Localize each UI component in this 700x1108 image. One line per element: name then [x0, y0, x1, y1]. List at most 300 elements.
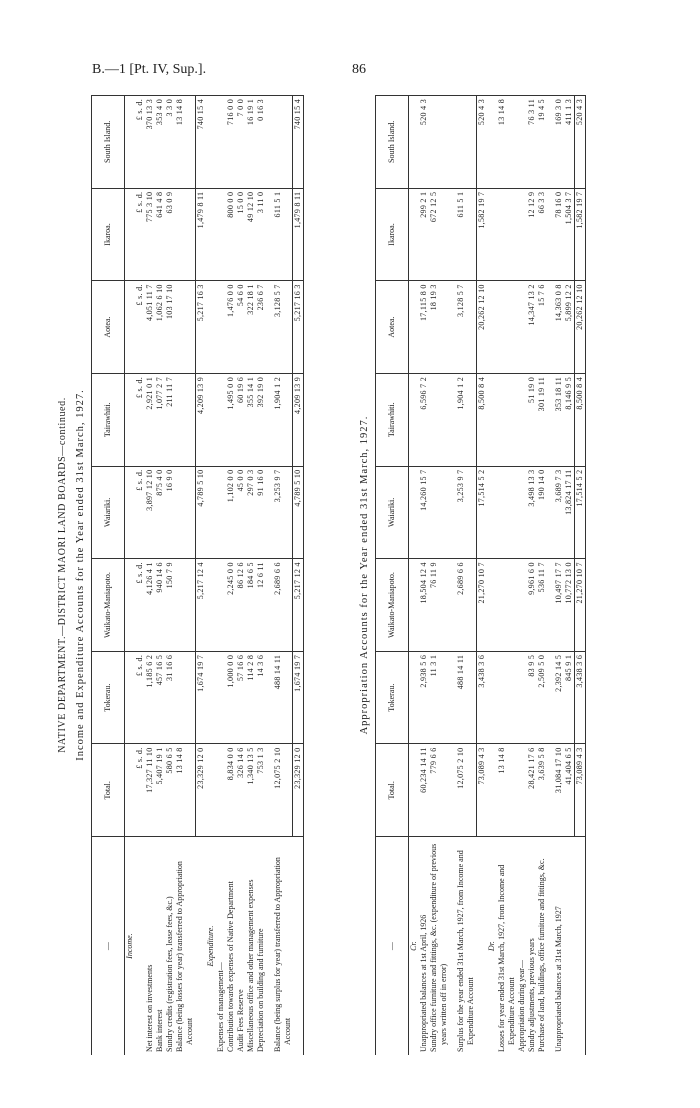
- table-value: 355 14 1: [246, 373, 256, 466]
- table-value: 2,509 5 0: [537, 651, 547, 744]
- table-cell: [409, 188, 420, 281]
- total-value: 1,582 19 7: [476, 188, 487, 281]
- total-value: 5,217 16 3: [293, 281, 304, 374]
- table-value: 1,077 2 7: [155, 373, 165, 466]
- table-cell: [206, 281, 216, 374]
- table-cell: [206, 373, 216, 466]
- table-row: [537, 96, 547, 1056]
- table-row: [206, 96, 216, 1056]
- section-label: Dr.: [487, 837, 497, 1055]
- table-row: [226, 96, 236, 1056]
- total-value: 4,209 13 9: [293, 373, 304, 466]
- table-value: 31 16 6: [165, 651, 175, 744]
- table-value: 520 4 3: [419, 96, 429, 189]
- table-cell: [409, 96, 420, 189]
- table-value: 299 2 1: [419, 188, 429, 281]
- table-value: 41,404 6 5: [564, 744, 575, 837]
- table-row: [256, 96, 266, 1056]
- table-value: 49 12 10: [246, 188, 256, 281]
- table-cell: [547, 559, 554, 652]
- total-value: 8,500 8 4: [574, 373, 585, 466]
- table-value: 78 16 0: [554, 188, 564, 281]
- table-row: [527, 96, 537, 1056]
- table-value: 11 3 1: [429, 651, 449, 744]
- total-value: 17,514 5 2: [476, 466, 487, 559]
- table-cell: [409, 744, 420, 837]
- table-cell: [206, 651, 216, 744]
- table-value: 301 19 11: [537, 373, 547, 466]
- table-row: [456, 96, 476, 1056]
- table-cell: [574, 837, 585, 1055]
- table-cell: [449, 651, 456, 744]
- table-cell: [409, 281, 420, 374]
- table-value: [497, 373, 517, 466]
- table-value: 4,051 11 7: [145, 281, 155, 374]
- total-value: 1,582 19 7: [574, 188, 585, 281]
- table-cell: [293, 837, 304, 1055]
- table-cell: [487, 96, 497, 189]
- table-value: 12,075 2 10: [456, 744, 476, 837]
- unit-header: £ s. d.: [135, 96, 145, 189]
- table-cell: [195, 837, 206, 1055]
- table-cell: [125, 96, 136, 189]
- table-row: [125, 96, 136, 1056]
- table-value: 2,392 14 5: [554, 651, 564, 744]
- table-cell: [547, 373, 554, 466]
- table-cell: [125, 373, 136, 466]
- table-value: [175, 281, 195, 374]
- column-header: Tokerau.: [376, 651, 409, 744]
- table-value: [517, 466, 527, 559]
- table-value: 28,421 17 6: [527, 744, 537, 837]
- table-value: 322 18 1: [246, 281, 256, 374]
- row-label: Appropriation during year—: [517, 837, 527, 1055]
- table-value: 1,062 6 10: [155, 281, 165, 374]
- total-value: 740 15 4: [195, 96, 206, 189]
- table-value: [497, 281, 517, 374]
- table-cell: [449, 466, 456, 559]
- table-value: 12 6 11: [256, 559, 266, 652]
- table-value: 392 19 0: [256, 373, 266, 466]
- row-label: Depreciation on building and furniture: [256, 837, 266, 1055]
- table-value: 353 4 0: [155, 96, 165, 189]
- table-value: [517, 188, 527, 281]
- row-label: Miscellaneous office and other management expenses: [246, 837, 256, 1055]
- row-label: Balance (being losses for year) transferred to Appropriation Account: [175, 837, 195, 1055]
- table-value: 91 16 0: [256, 466, 266, 559]
- table-value: [497, 188, 517, 281]
- table-value: 3 3 0: [165, 96, 175, 189]
- table-row: [547, 96, 554, 1056]
- page-reference: B.—1 [Pt. IV, Sup.].: [92, 62, 207, 77]
- total-value: 20,262 12 10: [574, 281, 585, 374]
- table-value: 76 11 9: [429, 559, 449, 652]
- table-row: [419, 96, 429, 1056]
- table-value: 297 0 3: [246, 466, 256, 559]
- table-value: 51 19 0: [527, 373, 537, 466]
- table-value: 169 3 0: [554, 96, 564, 189]
- table-value: [216, 96, 226, 189]
- table-value: 57 16 6: [236, 651, 246, 744]
- unit-header: £ s. d.: [135, 466, 145, 559]
- total-value: 23,329 12 0: [293, 744, 304, 837]
- unit-header: £ s. d.: [135, 188, 145, 281]
- table-value: [175, 466, 195, 559]
- table-value: 845 9 1: [564, 651, 575, 744]
- table-value: 641 4 8: [155, 188, 165, 281]
- table-value: 2,921 0 1: [145, 373, 155, 466]
- table-value: 60,234 14 11: [419, 744, 429, 837]
- table-cell: [449, 373, 456, 466]
- table-value: 17,115 8 0: [419, 281, 429, 374]
- table-cell: [547, 744, 554, 837]
- table-row: [429, 96, 449, 1056]
- table-value: [497, 651, 517, 744]
- column-header: Total.: [376, 744, 409, 837]
- row-label: Sundry office furniture and fittings, &c. (expenditure of previous years written off in error): [429, 837, 449, 1055]
- table-row: [574, 96, 585, 1056]
- column-header: Aotea.: [92, 281, 125, 374]
- table-value: 1,340 13 5: [246, 744, 256, 837]
- column-header: Ikaroa.: [376, 188, 409, 281]
- table-value: 5,407 19 1: [155, 744, 165, 837]
- table-value: 14,347 13 2: [527, 281, 537, 374]
- table-cell: [487, 373, 497, 466]
- table-cell: [547, 837, 554, 1055]
- table-value: 76 3 11: [527, 96, 537, 189]
- table-value: 6,596 7 2: [419, 373, 429, 466]
- column-header: South Island.: [92, 96, 125, 189]
- table-value: 1,000 0 0: [226, 651, 236, 744]
- table-cell: [266, 373, 273, 466]
- table-value: [497, 559, 517, 652]
- table-row: [216, 96, 226, 1056]
- total-value: 1,479 8 11: [293, 188, 304, 281]
- table-value: 236 6 7: [256, 281, 266, 374]
- table-cell: [547, 466, 554, 559]
- table-value: 60 19 6: [236, 373, 246, 466]
- column-header: Waikato-Maniapoto.: [376, 559, 409, 652]
- table-value: 18 19 3: [429, 281, 449, 374]
- table-value: 7 0 0: [236, 96, 246, 189]
- table-cell: [476, 837, 487, 1055]
- table-value: [175, 559, 195, 652]
- table-value: 753 1 3: [256, 744, 266, 837]
- table-value: 779 6 6: [429, 744, 449, 837]
- table-row: [497, 96, 517, 1056]
- table-cell: [206, 188, 216, 281]
- total-value: 73,089 4 3: [476, 744, 487, 837]
- total-value: 8,500 8 4: [476, 373, 487, 466]
- table-value: 211 11 7: [165, 373, 175, 466]
- table-value: 775 3 10: [145, 188, 155, 281]
- total-value: 73,089 4 3: [574, 744, 585, 837]
- table-cell: [487, 188, 497, 281]
- table-value: [517, 281, 527, 374]
- row-label: Bank interest: [155, 837, 165, 1055]
- column-header-description: —: [376, 837, 409, 1055]
- column-header: Tairawhiti.: [92, 373, 125, 466]
- table-cell: [449, 96, 456, 189]
- table-value: 184 6 5: [246, 559, 256, 652]
- total-value: 20,262 12 10: [476, 281, 487, 374]
- table-cell: [266, 188, 273, 281]
- table-row: [135, 96, 145, 1056]
- table-row: [409, 96, 420, 1056]
- table-row: [175, 96, 195, 1056]
- appropriation-table: [375, 95, 586, 1055]
- table-value: 1,904 1 2: [456, 373, 476, 466]
- table-cell: [409, 651, 420, 744]
- table-value: 3,128 5 7: [456, 281, 476, 374]
- table-value: [517, 559, 527, 652]
- table-value: [429, 96, 449, 189]
- table-cell: [206, 96, 216, 189]
- table-value: 31,084 17 10: [554, 744, 564, 837]
- table-value: 1,904 1 2: [273, 373, 293, 466]
- row-label: Audit Fees Reserve: [236, 837, 246, 1055]
- table-value: [216, 744, 226, 837]
- table-cell: [266, 281, 273, 374]
- table-value: 13 14 8: [497, 96, 517, 189]
- column-header: Waiariki.: [92, 466, 125, 559]
- column-header: Aotea.: [376, 281, 409, 374]
- table-value: 63 0 9: [165, 188, 175, 281]
- table-row: [165, 96, 175, 1056]
- table-cell: [449, 559, 456, 652]
- table-row: [273, 96, 293, 1056]
- table-value: [175, 373, 195, 466]
- column-header: Waikato-Maniapoto.: [92, 559, 125, 652]
- table-value: 536 11 7: [537, 559, 547, 652]
- table-value: [429, 373, 449, 466]
- table-row: [293, 96, 304, 1056]
- table-row: [517, 96, 527, 1056]
- total-value: 1,674 19 7: [293, 651, 304, 744]
- total-value: 1,674 19 7: [195, 651, 206, 744]
- table-cell: [206, 466, 216, 559]
- table-cell: [266, 466, 273, 559]
- table-cell: [266, 559, 273, 652]
- table-cell: [409, 559, 420, 652]
- table-row: [476, 96, 487, 1056]
- column-header: Total.: [92, 744, 125, 837]
- total-value: 5,217 12 4: [195, 559, 206, 652]
- table-row: [195, 96, 206, 1056]
- unit-header: £ s. d.: [135, 651, 145, 744]
- total-value: 1,479 8 11: [195, 188, 206, 281]
- row-label: Expenses of management—: [216, 837, 226, 1055]
- table-value: 8,834 0 0: [226, 744, 236, 837]
- unit-header: £ s. d.: [135, 281, 145, 374]
- table-value: 18,504 12 4: [419, 559, 429, 652]
- table-cell: [547, 651, 554, 744]
- table-cell: [547, 281, 554, 374]
- table-value: 150 7 9: [165, 559, 175, 652]
- table-value: 13 14 8: [497, 744, 517, 837]
- table-value: 5,899 12 2: [564, 281, 575, 374]
- table-cell: [487, 466, 497, 559]
- table-value: 9,961 6 0: [527, 559, 537, 652]
- table-value: 488 14 11: [273, 651, 293, 744]
- table-value: 1,476 0 0: [226, 281, 236, 374]
- table-cell: [125, 188, 136, 281]
- table-value: 19 4 5: [537, 96, 547, 189]
- table-value: 14,363 0 8: [554, 281, 564, 374]
- table-row: [236, 96, 246, 1056]
- table-cell: [449, 744, 456, 837]
- total-value: 740 15 4: [293, 96, 304, 189]
- table-value: [517, 744, 527, 837]
- table-cell: [547, 96, 554, 189]
- table-value: [175, 651, 195, 744]
- table-value: 353 18 11: [554, 373, 564, 466]
- column-header: Tokerau.: [92, 651, 125, 744]
- table-row: [155, 96, 165, 1056]
- row-label: Losses for year ended 31st March, 1927, from Income and Expenditure Account: [497, 837, 517, 1055]
- row-label: Sundry credits (registration fees, lease fees, &c.): [165, 837, 175, 1055]
- table-cell: [135, 837, 145, 1055]
- table-cell: [547, 188, 554, 281]
- table-value: 2,938 5 6: [419, 651, 429, 744]
- total-value: 520 4 3: [574, 96, 585, 189]
- table-value: [517, 651, 527, 744]
- table-value: [429, 466, 449, 559]
- table-value: 3,498 13 3: [527, 466, 537, 559]
- table-value: [216, 559, 226, 652]
- table-value: 1,185 6 2: [145, 651, 155, 744]
- table-row: [564, 96, 575, 1056]
- table-value: 15 0 0: [236, 188, 246, 281]
- table-value: 2,689 6 6: [273, 559, 293, 652]
- column-header: Waiariki.: [376, 466, 409, 559]
- table-row: [554, 96, 564, 1056]
- unit-header: £ s. d.: [135, 744, 145, 837]
- table-value: 875 4 0: [155, 466, 165, 559]
- table-value: 14,260 15 7: [419, 466, 429, 559]
- table-value: 370 13 3: [145, 96, 155, 189]
- table-cell: [487, 651, 497, 744]
- table-value: 611 5 1: [456, 188, 476, 281]
- table-cell: [206, 559, 216, 652]
- row-label: Unappropriated balances at 31st March, 1927: [554, 837, 564, 1055]
- table-cell: [487, 281, 497, 374]
- table-value: [216, 651, 226, 744]
- table-value: 457 16 5: [155, 651, 165, 744]
- row-label: Sundry adjustments, previous years: [527, 837, 537, 1055]
- table-value: 103 17 10: [165, 281, 175, 374]
- table-value: 10,497 17 7: [554, 559, 564, 652]
- total-value: 21,270 10 7: [476, 559, 487, 652]
- table-value: 3,639 5 8: [537, 744, 547, 837]
- table-value: [273, 96, 293, 189]
- unit-header: £ s. d.: [135, 559, 145, 652]
- table-value: 3,128 5 7: [273, 281, 293, 374]
- appropriation-title: Appropriation Accounts for the Year ended 31st March, 1927.: [359, 415, 370, 735]
- column-header: Ikaroa.: [92, 188, 125, 281]
- table-value: 12 12 9: [527, 188, 537, 281]
- table-cell: [206, 744, 216, 837]
- main-title: NATIVE DEPARTMENT.—DISTRICT MAORI LAND BOARDS—continued.: [57, 397, 68, 753]
- total-value: 17,514 5 2: [574, 466, 585, 559]
- section-label: Expenditure.: [206, 837, 216, 1055]
- table-value: 716 0 0: [226, 96, 236, 189]
- table-value: 13,824 17 11: [564, 466, 575, 559]
- table-value: 0 16 3: [256, 96, 266, 189]
- row-label: Unappropriated balances at 1st April, 1926: [419, 837, 429, 1055]
- row-label: [564, 837, 575, 1055]
- table-value: 2,245 0 0: [226, 559, 236, 652]
- table-cell: [125, 466, 136, 559]
- table-value: 611 5 1: [273, 188, 293, 281]
- table-value: 10,772 13 0: [564, 559, 575, 652]
- table-value: 326 14 6: [236, 744, 246, 837]
- column-header: South Island.: [376, 96, 409, 189]
- table-cell: [125, 559, 136, 652]
- table-cell: [266, 744, 273, 837]
- table-value: 83 9 5: [527, 651, 537, 744]
- table-value: 1,102 0 0: [226, 466, 236, 559]
- row-label: Net interest on investments: [145, 837, 155, 1055]
- table-value: 3,897 12 10: [145, 466, 155, 559]
- table-value: 66 3 3: [537, 188, 547, 281]
- table-value: 3,253 9 7: [273, 466, 293, 559]
- table-cell: [487, 744, 497, 837]
- table-cell: [409, 373, 420, 466]
- table-value: 45 0 0: [236, 466, 246, 559]
- table-value: 13 14 8: [175, 744, 195, 837]
- table-value: 86 12 6: [236, 559, 246, 652]
- table-cell: [487, 559, 497, 652]
- table-value: 8,146 9 5: [564, 373, 575, 466]
- table-value: 13 14 8: [175, 96, 195, 189]
- table-cell: [449, 837, 456, 1055]
- row-label: Surplus for the year ended 31st March, 1927, from Income and Expenditure Account: [456, 837, 476, 1055]
- total-value: 4,209 13 9: [195, 373, 206, 466]
- total-value: 520 4 3: [476, 96, 487, 189]
- table-value: 14 3 6: [256, 651, 266, 744]
- table-value: [216, 281, 226, 374]
- table-cell: [449, 281, 456, 374]
- total-value: 5,217 12 4: [293, 559, 304, 652]
- table-value: 2,689 6 6: [456, 559, 476, 652]
- table-cell: [449, 188, 456, 281]
- row-label: Purchase of land, buildings, office furniture and fittings, &c.: [537, 837, 547, 1055]
- table-value: 580 6 5: [165, 744, 175, 837]
- table-value: 940 14 6: [155, 559, 165, 652]
- table-row: [449, 96, 456, 1056]
- table-value: 3 11 0: [256, 188, 266, 281]
- table-value: 1,504 3 7: [564, 188, 575, 281]
- section-label: Income.: [125, 837, 136, 1055]
- table-cell: [125, 281, 136, 374]
- table-value: 3,253 9 7: [456, 466, 476, 559]
- table-value: 800 0 0: [226, 188, 236, 281]
- table-value: 114 2 8: [246, 651, 256, 744]
- table-value: [517, 373, 527, 466]
- total-value: 21,270 10 7: [574, 559, 585, 652]
- page-number: 86: [352, 62, 366, 77]
- table-value: 488 14 11: [456, 651, 476, 744]
- table-value: [497, 466, 517, 559]
- table-value: [216, 188, 226, 281]
- table-value: [517, 96, 527, 189]
- table-value: 411 1 3: [564, 96, 575, 189]
- table-cell: [266, 651, 273, 744]
- table-value: 190 14 0: [537, 466, 547, 559]
- total-value: 3,438 3 6: [476, 651, 487, 744]
- table-value: 17,327 11 10: [145, 744, 155, 837]
